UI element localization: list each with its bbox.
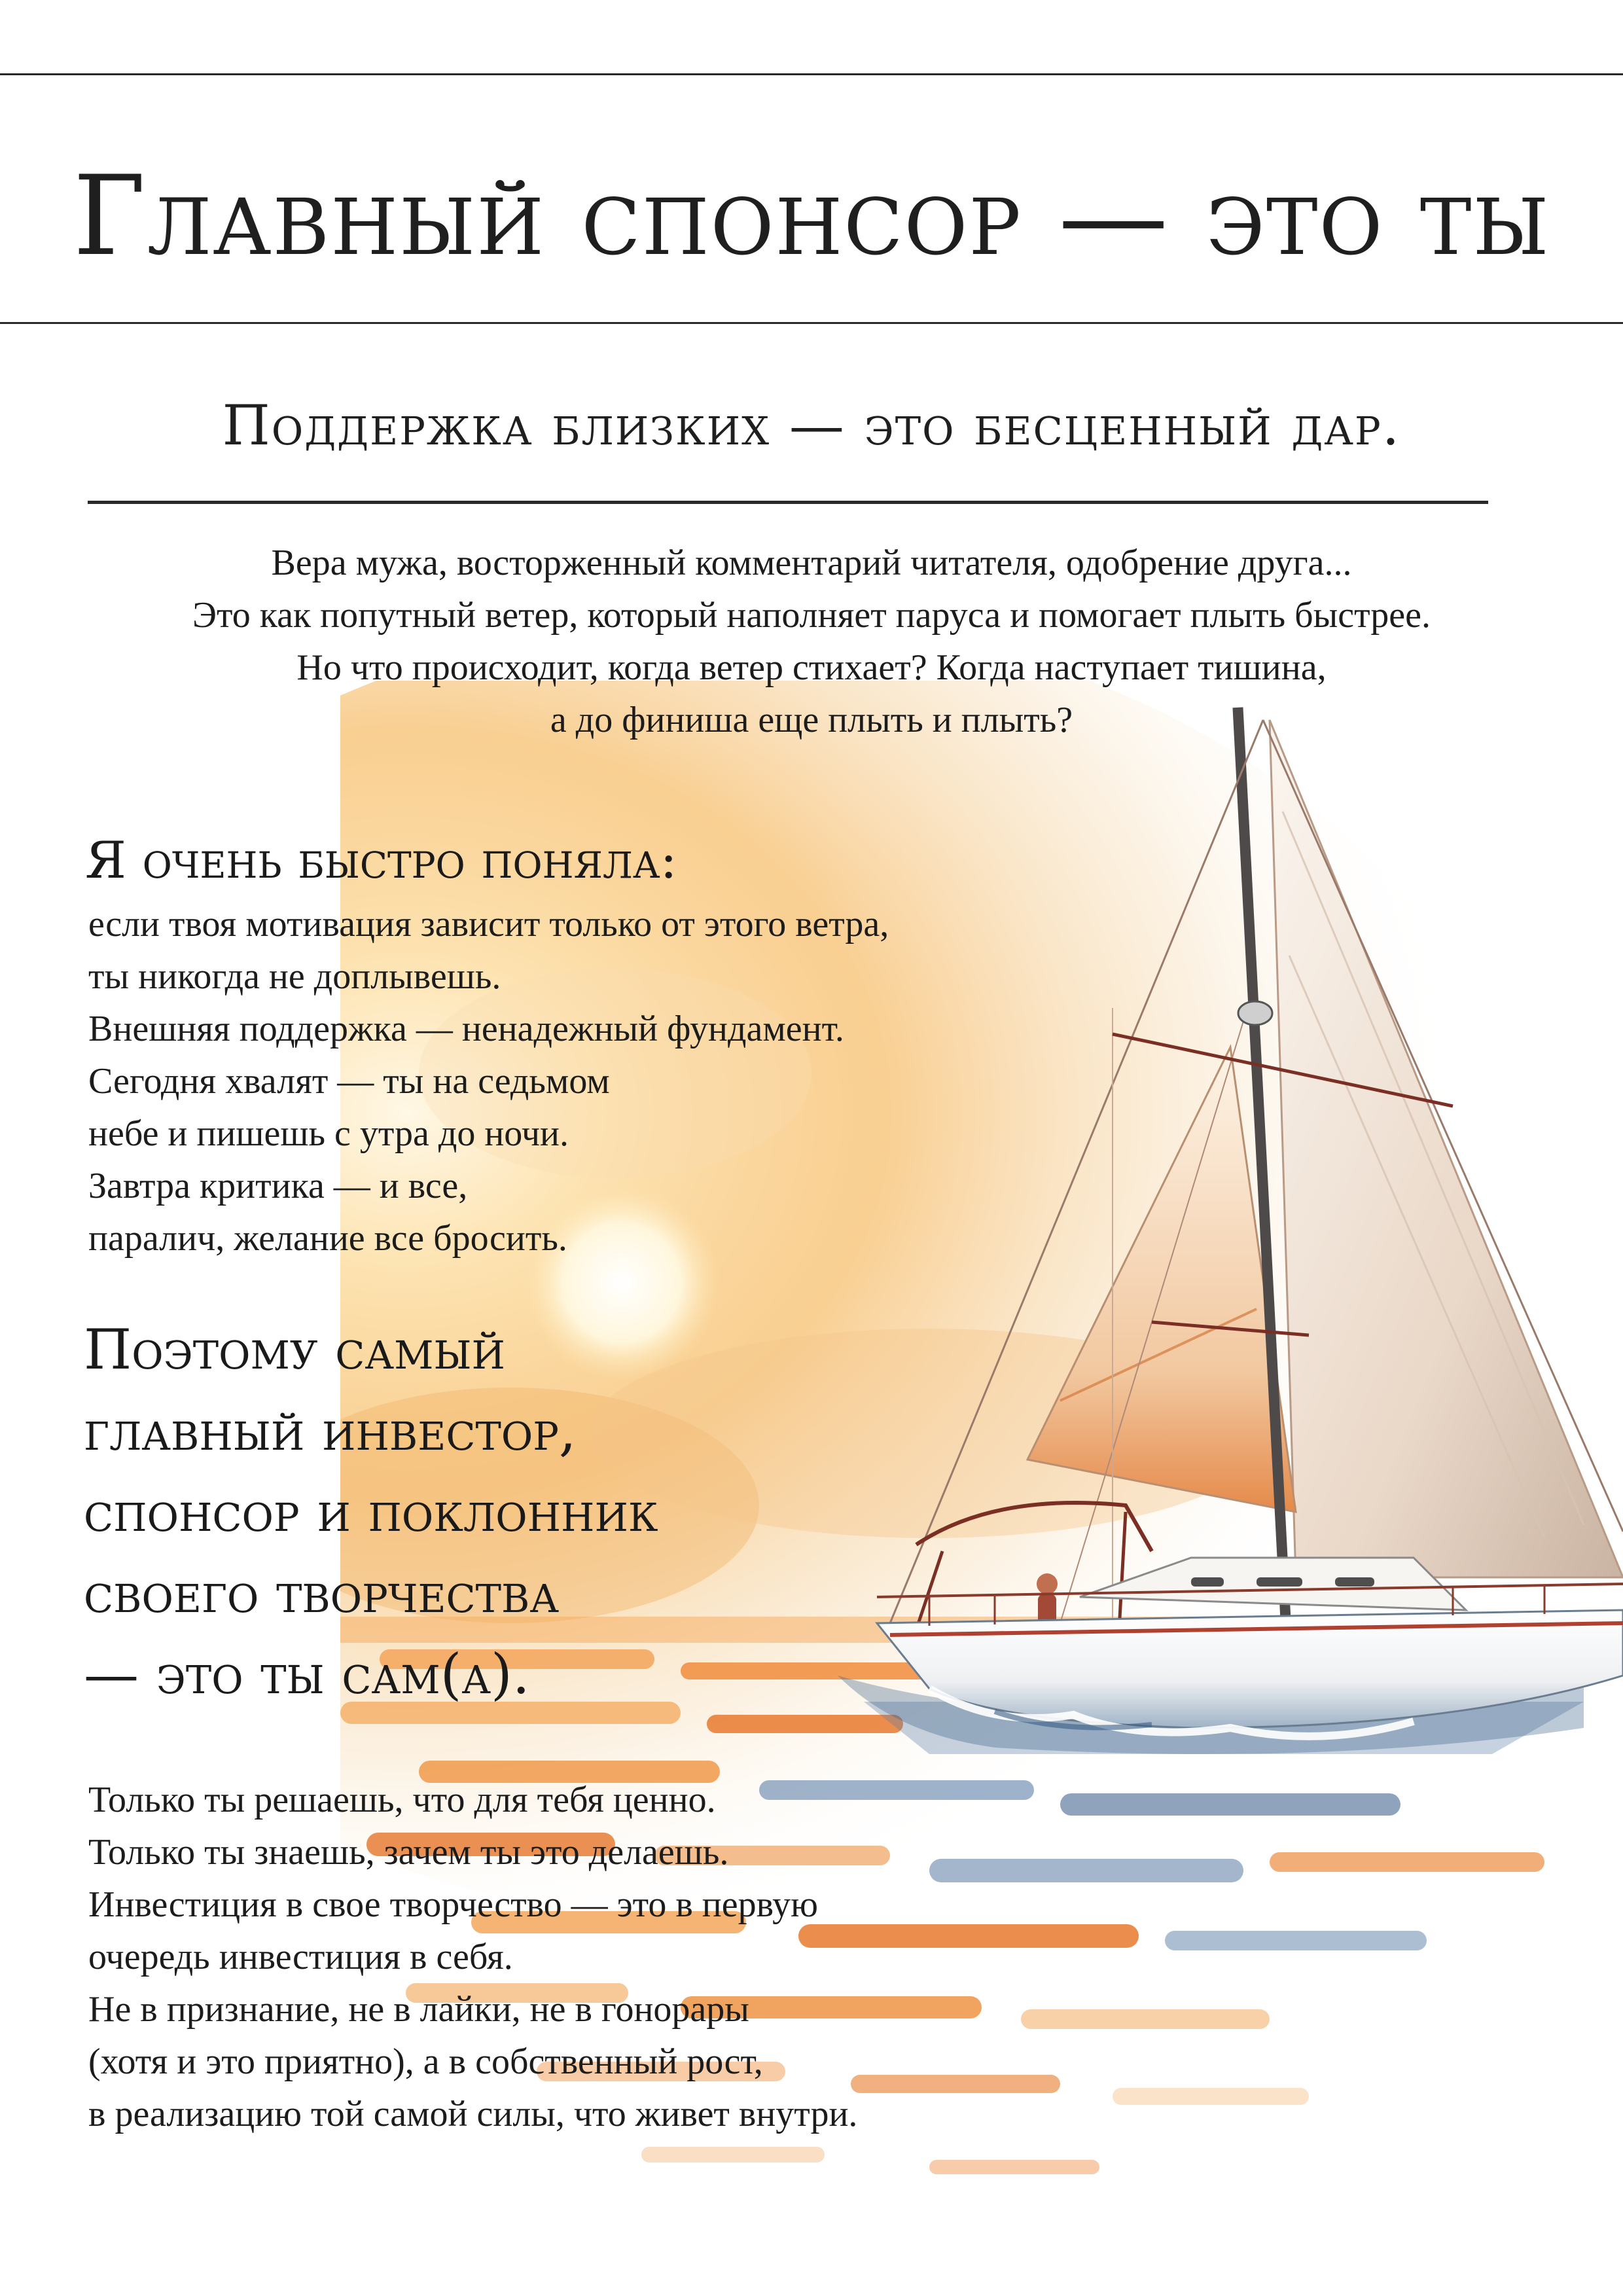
statement-line: Поэтому самый <box>84 1318 505 1382</box>
section-body-investment <box>88 1774 857 2140</box>
body-line: (хотя и это приятно), а в собственный рост, <box>88 2041 763 2082</box>
main-statement-heading <box>84 1309 658 1715</box>
subtitle-rule <box>88 501 1488 504</box>
body-line: Сегодня хвалят — ты на седьмом <box>88 1061 610 1102</box>
body-line: Не в признание, не в лайки, не в гонорары <box>88 1989 749 2030</box>
title-bottom-rule <box>0 322 1623 324</box>
statement-line: своего творчества <box>84 1561 560 1625</box>
intro-line: а до финиша еще плыть и плыть? <box>550 700 1073 740</box>
body-line: Внешняя поддержка — ненадежный фундамент. <box>88 1009 844 1049</box>
body-line: небе и пишешь с утра до ночи. <box>88 1113 569 1154</box>
top-rule <box>0 73 1623 75</box>
body-line: паралич, желание все бросить. <box>88 1218 567 1259</box>
statement-line: — это ты сам(а). <box>84 1642 530 1706</box>
body-line: Только ты решаешь, что для тебя ценно. <box>88 1780 716 1820</box>
statement-line: главный инвестор, <box>84 1399 577 1463</box>
body-line: Завтра критика — и все, <box>88 1166 468 1206</box>
section-body-realization <box>88 898 889 1265</box>
intro-line: Но что происходит, когда ветер стихает? Когда наступает тишина, <box>296 647 1327 688</box>
intro-paragraph <box>0 537 1623 746</box>
section-heading-realization: Я очень быстро поняла: <box>85 831 677 890</box>
statement-line: спонсор и поклонник <box>84 1480 658 1544</box>
body-line: ты никогда не доплывешь. <box>88 956 501 997</box>
intro-line: Вера мужа, восторженный комментарий читателя, одобрение друга... <box>271 543 1352 583</box>
intro-line: Это как попутный ветер, который наполняет паруса и помогает плыть быстрее. <box>192 595 1431 636</box>
body-line: очередь инвестиция в себя. <box>88 1937 513 1977</box>
page-subtitle: Поддержка близких — это бесценный дар. <box>222 393 1401 457</box>
body-line: если твоя мотивация зависит только от этого ветра, <box>88 904 889 944</box>
body-line: Инвестиция в свое творчество — это в первую <box>88 1884 818 1925</box>
page-title: Главный спонсор — это ты <box>73 152 1550 280</box>
body-line: Только ты знаешь, зачем ты это делаешь. <box>88 1832 729 1873</box>
body-line: в реализацию той самой силы, что живет внутри. <box>88 2094 858 2134</box>
